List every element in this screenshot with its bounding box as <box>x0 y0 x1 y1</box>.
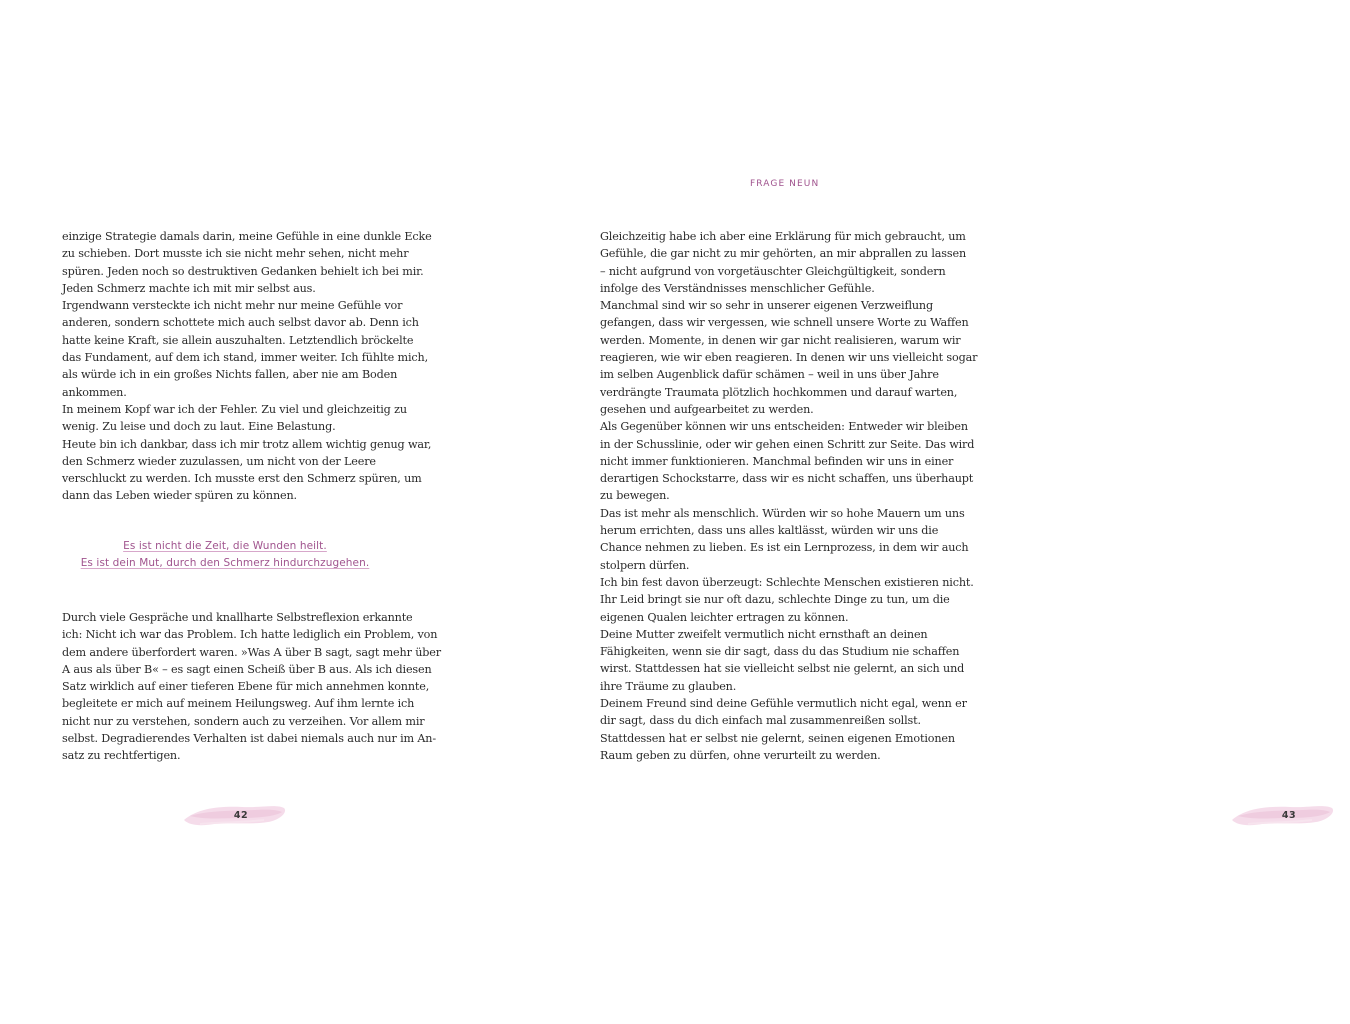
text-line: hatte keine Kraft, sie allein auszuhalten. Letztendlich bröckelte <box>62 333 414 347</box>
text-line: anderen, sondern schottete mich auch selbst davor ab. Denn ich <box>62 316 419 330</box>
text-line: Deinem Freund sind deine Gefühle vermutlich nicht egal, wenn er <box>600 697 967 711</box>
text-line: den Schmerz wieder zuzulassen, um nicht von der Leere <box>62 454 376 468</box>
text-line: Chance nehmen zu lieben. Es ist ein Lernprozess, in dem wir auch <box>600 541 969 555</box>
text-line: gefangen, dass wir vergessen, wie schnell unsere Worte zu Waffen <box>600 316 969 330</box>
text-line: wirst. Stattdessen hat sie vielleicht selbst nie gelernt, an sich und <box>600 662 965 676</box>
text-line: Gleichzeitig habe ich aber eine Erklärung für mich gebraucht, um <box>600 230 966 243</box>
page-number-right <box>1228 798 1338 834</box>
text-line: in der Schusslinie, oder wir gehen einen Schritt zur Seite. Das wird <box>600 437 975 451</box>
running-head: FRAGE NEUN <box>750 179 820 189</box>
text-line: nicht nur zu verstehen, sondern auch zu verzeihen. Vor allem mir <box>62 714 425 728</box>
text-line: Fähigkeiten, wenn sie dir sagt, dass du das Studium nie schaffen <box>600 645 960 659</box>
text-line: das Fundament, auf dem ich stand, immer weiter. Ich fühlte mich, <box>62 351 428 365</box>
text-line: Ihr Leid bringt sie nur oft dazu, schlechte Dinge zu tun, um die <box>600 593 950 607</box>
page-number-label: 42 <box>233 810 249 821</box>
text-line: Satz wirklich auf einer tieferen Ebene für mich annehmen konnte, <box>62 680 430 694</box>
text-line: Deine Mutter zweifelt vermutlich nicht ernsthaft an deinen <box>600 627 928 641</box>
pull-quote-line: Es ist dein Mut, durch den Schmerz hindurchzugehen. <box>80 557 370 569</box>
right-body-text <box>600 228 1000 764</box>
text-line: Manchmal sind wir so sehr in unserer eigenen Verzweiflung <box>600 299 934 313</box>
text-line: satz zu rechtfertigen. <box>62 749 181 763</box>
left-body-text-top <box>62 228 462 505</box>
text-line: herum errichten, dass uns alles kaltlässt, würden wir uns die <box>600 524 939 538</box>
text-line: verdrängte Traumata plötzlich hochkommen und darauf warten, <box>600 385 958 399</box>
text-line: verschluckt zu werden. Ich musste erst den Schmerz spüren, um <box>62 472 422 486</box>
text-line: Irgendwann versteckte ich nicht mehr nur meine Gefühle vor <box>62 299 403 313</box>
text-line: Jeden Schmerz machte ich mit mir selbst aus. <box>62 281 316 295</box>
text-line: ihre Träume zu glauben. <box>600 679 737 693</box>
text-line: Stattdessen hat er selbst nie gelernt, seinen eigenen Emotionen <box>600 731 955 745</box>
page-number-left <box>180 798 290 834</box>
text-line: reagieren, wie wir eben reagieren. In denen wir uns vielleicht sogar <box>600 351 978 365</box>
page-number-label: 43 <box>1281 810 1297 821</box>
text-line: – nicht aufgrund von vorgetäuschter Gleichgültigkeit, sondern <box>600 264 946 278</box>
left-page <box>0 0 512 1024</box>
text-line: Durch viele Gespräche und knallharte Selbstreflexion erkannte <box>62 611 413 624</box>
text-line: Das ist mehr als menschlich. Würden wir so hohe Mauern um uns <box>600 506 965 520</box>
text-line: begleitete er mich auf meinem Heilungsweg. Auf ihm lernte ich <box>62 697 415 711</box>
text-line: Als Gegenüber können wir uns entscheiden: Entweder wir bleiben <box>600 420 968 434</box>
text-line: dem andere überfordert waren. »Was A über B sagt, sagt mehr über <box>62 645 441 659</box>
text-line: werden. Momente, in denen wir gar nicht realisieren, warum wir <box>600 333 961 347</box>
text-line: derartigen Schockstarre, dass wir es nicht schaffen, uns überhaupt <box>600 472 974 486</box>
text-line: einzige Strategie damals darin, meine Gefühle in eine dunkle Ecke <box>62 230 432 243</box>
text-line: als würde ich in ein großes Nichts fallen, aber nie am Boden <box>62 368 398 382</box>
text-line: Heute bin ich dankbar, dass ich mir trotz allem wichtig genug war, <box>62 437 432 451</box>
text-line: nicht immer funktionieren. Manchmal befinden wir uns in einer <box>600 454 954 468</box>
text-line: Ich bin fest davon überzeugt: Schlechte Menschen existieren nicht. <box>600 575 974 589</box>
pull-quote <box>62 538 388 572</box>
text-line: wenig. Zu leise und doch zu laut. Eine Belastung. <box>62 420 336 434</box>
text-line: spüren. Jeden noch so destruktiven Gedanken behielt ich bei mir. <box>62 264 424 278</box>
text-line: zu bewegen. <box>600 489 670 503</box>
text-line: ankommen. <box>62 385 127 399</box>
text-line: stolpern dürfen. <box>600 558 690 572</box>
text-line: Raum geben zu dürfen, ohne verurteilt zu werden. <box>600 748 881 762</box>
text-line: A aus als über B« – es sagt einen Scheiß über B aus. Als ich diesen <box>62 662 432 676</box>
left-body-text-bottom <box>62 609 462 765</box>
text-line: dir sagt, dass du dich einfach mal zusammenreißen sollst. <box>600 714 921 728</box>
pull-quote-line: Es ist nicht die Zeit, die Wunden heilt. <box>123 540 327 552</box>
text-line: dann das Leben wieder spüren zu können. <box>62 489 297 503</box>
text-line: eigenen Qualen leichter ertragen zu können. <box>600 610 849 624</box>
right-page <box>512 0 1297 1024</box>
text-line: ich: Nicht ich war das Problem. Ich hatte lediglich ein Problem, von <box>62 628 438 642</box>
text-line: In meinem Kopf war ich der Fehler. Zu viel und gleichzeitig zu <box>62 402 407 416</box>
text-line: selbst. Degradierendes Verhalten ist dabei niemals auch nur im An- <box>62 732 436 746</box>
text-line: gesehen und aufgearbeitet zu werden. <box>600 402 814 416</box>
text-line: infolge des Verständnisses menschlicher Gefühle. <box>600 281 875 295</box>
text-line: zu schieben. Dort musste ich sie nicht mehr sehen, nicht mehr <box>62 247 409 261</box>
text-line: im selben Augenblick dafür schämen – weil in uns über Jahre <box>600 368 939 382</box>
text-line: Gefühle, die gar nicht zu mir gehörten, an mir abprallen zu lassen <box>600 247 967 261</box>
